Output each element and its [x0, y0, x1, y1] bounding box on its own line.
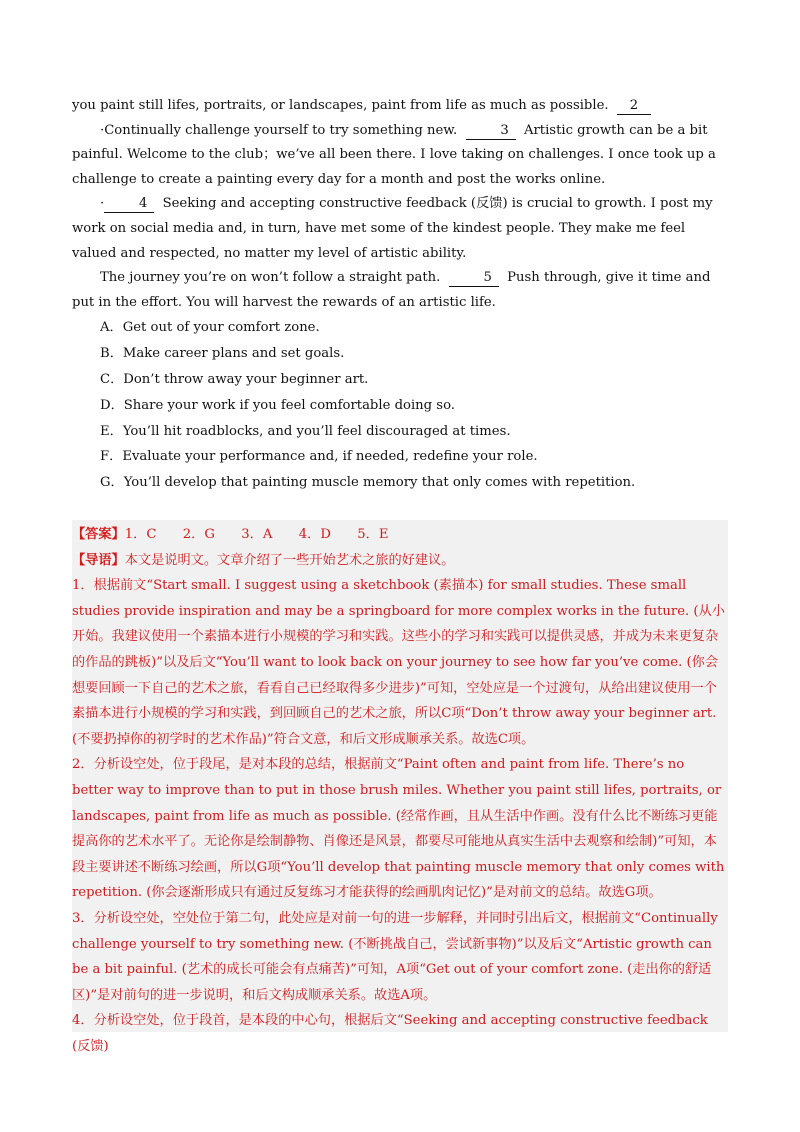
answer-values: 1．C 2．G 3．A 4．D 5．E: [124, 527, 389, 542]
explanation-3: 3．分析设空处，空处位于第二句，此处应是对前一句的进一步解释，并同时引出后文，根据前文“Continually challenge yourself to try something new. (不断挑战自己，尝试新事物)”以及后文“Artistic growth can be a bit painful. (艺术的成长可能会有点痛苦)”可知，A项“Get out of your comfort zone. (走出你的舒适区)”是对前句的进一步说明，和后文构成顺承关系。故选A项。: [72, 910, 718, 1003]
option-g: G．You’ll develop that painting muscle memory that only comes with repetition.: [100, 475, 636, 491]
answer-line: [72, 522, 728, 548]
option-a: A．Get out of your comfort zone.: [100, 320, 320, 336]
explanation-1: 1．根据前文“Start small. I suggest using a sketchbook (素描本) for small studies. These small studies provide inspiration and may be a springboard for more complex works in the future. (从小开始。我建议使用一个素描本进行小规模的学习和实践。这些小的学习和实践可以提供灵感，并成为未来更复杂的作品的跳板)”以及后文“You’ll want to look back on your journey to see how far you’ve come. (你会想要回顾一下自己的艺术之旅，看看自己已经取得多少进步)”可知，空处应是一个过渡句，从给出建议使用一个素描本进行小规模的学习和实践，到回顾自己的艺术之旅，所以C项“Don’t throw away your beginner art. (不要扔掉你的初学时的艺术作品)”符合文意，和后文形成顺承关系。故选C项。: [72, 578, 725, 747]
option-e: E．You’ll hit roadblocks, and you’ll feel discouraged at times.: [100, 423, 511, 439]
blank-3: 3: [466, 123, 516, 140]
blank-4: 4: [104, 196, 154, 213]
passage-paragraph-3: ·Continually challenge yourself to try something new. 3 Artistic growth can be a bit painful. Welcome to the club；we’ve all been there. I love taking on challenges. I once took up a challenge to create a painting every day for a month and post the works online.: [72, 122, 716, 187]
blank-2: 2: [617, 98, 651, 115]
option-f: F．Evaluate your performance and, if needed, redefine your role.: [100, 449, 538, 465]
option-c: C．Don’t throw away your beginner art.: [100, 371, 369, 387]
options-list: [72, 315, 728, 496]
option-d: D．Share your work if you feel comfortable doing so.: [100, 397, 455, 413]
answer-label: 【答案】: [72, 527, 125, 542]
guide-text: 本文是说明文。文章介绍了一些开始艺术之旅的好建议。: [124, 552, 455, 568]
passage-paragraph-4: · 4 Seeking and accepting constructive feedback (反馈) is crucial to growth. I post my work on social media and, in turn, have met some of the kindest people. They make me feel valued and respected, no matter my level of artistic ability.: [72, 196, 713, 261]
guide-line: [72, 548, 728, 574]
blank-5: 5: [449, 270, 499, 287]
guide-label: 【导语】: [72, 552, 125, 568]
explanation-2: 2．分析设空处，位于段尾，是对本段的总结，根据前文“Paint often and paint from life. There’s no better way to improve than to put in those brush miles. Whether you paint still lifes, portraits, or landscapes, paint from life as much as possible. (经常作画，且从生活中作画。没有什么比不断练习更能提高你的艺术水平了。无论你是绘制静物、肖像还是风景，都要尽可能地从真实生活中去观察和绘制)”可知，本段主要讲述不断练习绘画，所以G项“You’ll develop that painting muscle memory that only comes with repetition. (你会逐渐形成只有通过反复练习才能获得的绘画肌肉记忆)”是对前文的总结。故选G项。: [72, 757, 725, 901]
passage-paragraph-5: The journey you’re on won’t follow a straight path. 5 Push through, give it time and put in the effort. You will harvest the rewards of an artistic life.: [72, 270, 711, 310]
explanation-4: 4．分析设空处，位于段首，是本段的中心句，根据后文“Seeking and accepting constructive feedback (反馈): [72, 1013, 708, 1054]
option-b: B．Make career plans and set goals.: [100, 346, 345, 362]
passage-line-top: you paint still lifes, portraits, or landscapes, paint from life as much as possible. 2: [72, 94, 728, 119]
answer-section: [72, 522, 728, 1059]
passage: [72, 94, 728, 496]
